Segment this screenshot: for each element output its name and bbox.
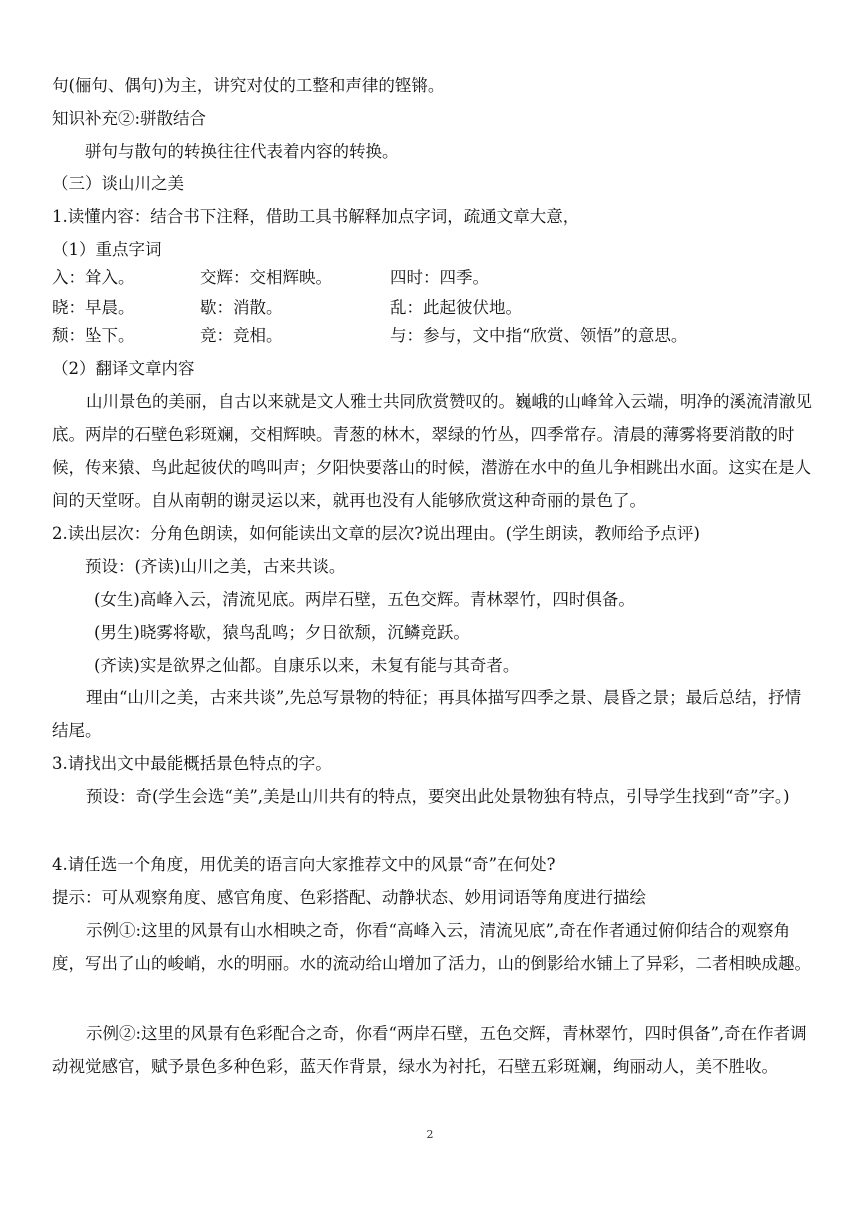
- translation-paragraph: 山川景色的美丽，自古以来就是文人雅士共同欣赏赞叹的。巍峨的山峰耸入云端，明净的溪流清澈见底。两岸的石壁色彩斑斓，交相辉映。青葱的林木，翠绿的竹丛，四季常存。清晨的薄雾将要消散的时候，传来猿、鸟此起彼伏的鸣叫声；夕阳快要落山的时候，潜游在水中的鱼儿争相跳出水面。这实在是人间的天堂呀。自从南朝的谢灵运以来，就再也没有人能够欣赏这种奇丽的景色了。: [52, 392, 812, 510]
- text-line: 句(俪句、偶句)为主，讲究对仗的工整和声律的铿锵。: [52, 76, 445, 95]
- question-4: 4.请任选一个角度，用优美的语言向大家推荐文中的风景“奇”在何处?: [52, 855, 556, 874]
- reading-line: (女生)高峰入云，清流见底。两岸石壁，五色交辉。青林翠竹，四时俱备。: [94, 590, 635, 609]
- page-number: 2: [426, 1128, 434, 1141]
- reading-line: (男生)晓雾将歇，猿鸟乱鸣；夕日欲颓，沉鳞竞跃。: [94, 623, 470, 642]
- q3-answer: 预设：奇(学生会选“美”,美是山川共有的特点，要突出此处景物独有特点，引导学生找到“奇”字。): [86, 787, 790, 806]
- section-heading: （三）谈山川之美: [52, 174, 184, 193]
- reason-paragraph: 理由“山川之美，古来共谈”,先总写景物的特征；再具体描写四季之景、晨昏之景；最后总结，抒情结尾。: [52, 688, 802, 740]
- question-1: 1.读懂内容：结合书下注释，借助工具书解释加点字词，疏通文章大意，: [52, 207, 580, 226]
- reading-line: 预设：(齐读)山川之美，古来共谈。: [85, 557, 346, 576]
- hint-line: 提示：可从观察角度、感官角度、色彩搭配、动静状态、妙用词语等角度进行描绘: [52, 888, 646, 907]
- knowledge-heading: 知识补充②:骈散结合: [52, 109, 207, 128]
- vocab-item: 晓：早晨。: [52, 298, 135, 317]
- vocab-item: 四时：四季。: [390, 268, 489, 287]
- vocab-item: 竞：竞相。: [200, 326, 283, 345]
- question-2: 2.读出层次：分角色朗读，如何能读出文章的层次?说出理由。(学生朗读，教师给予点评): [52, 524, 700, 543]
- text-line: 骈句与散句的转换往往代表着内容的转换。: [85, 142, 399, 161]
- vocab-item: 入：耸入。: [52, 268, 135, 287]
- vocab-item: 颓：坠下。: [52, 326, 135, 345]
- subheading-vocab: （1）重点字词: [52, 240, 162, 259]
- vocab-item: 与：参与，文中指“欣赏、领悟”的意思。: [390, 326, 688, 345]
- subheading-translate: （2）翻译文章内容: [52, 359, 195, 378]
- reading-line: (齐读)实是欲界之仙都。自康乐以来，未复有能与其奇者。: [94, 656, 520, 675]
- vocab-item: 歇：消散。: [200, 298, 283, 317]
- example-2: 示例②:这里的风景有色彩配合之奇，你看“两岸石壁，五色交辉，青林翠竹，四时俱备”,奇在作者调动视觉感官，赋予景色多种色彩，蓝天作背景，绿水为衬托，石壁五彩斑斓，绚丽动人，美不胜收。: [52, 1024, 807, 1076]
- example-1: 示例①:这里的风景有山水相映之奇，你看“高峰入云，清流见底”,奇在作者通过俯仰结合的观察角度，写出了山的峻峭，水的明丽。水的流动给山增加了活力，山的倒影给水铺上了异彩，二者相映成趣。: [52, 921, 811, 973]
- vocab-item: 乱：此起彼伏地。: [390, 298, 522, 317]
- vocab-item: 交辉：交相辉映。: [200, 268, 332, 287]
- question-3: 3.请找出文中最能概括景色特点的字。: [52, 754, 332, 773]
